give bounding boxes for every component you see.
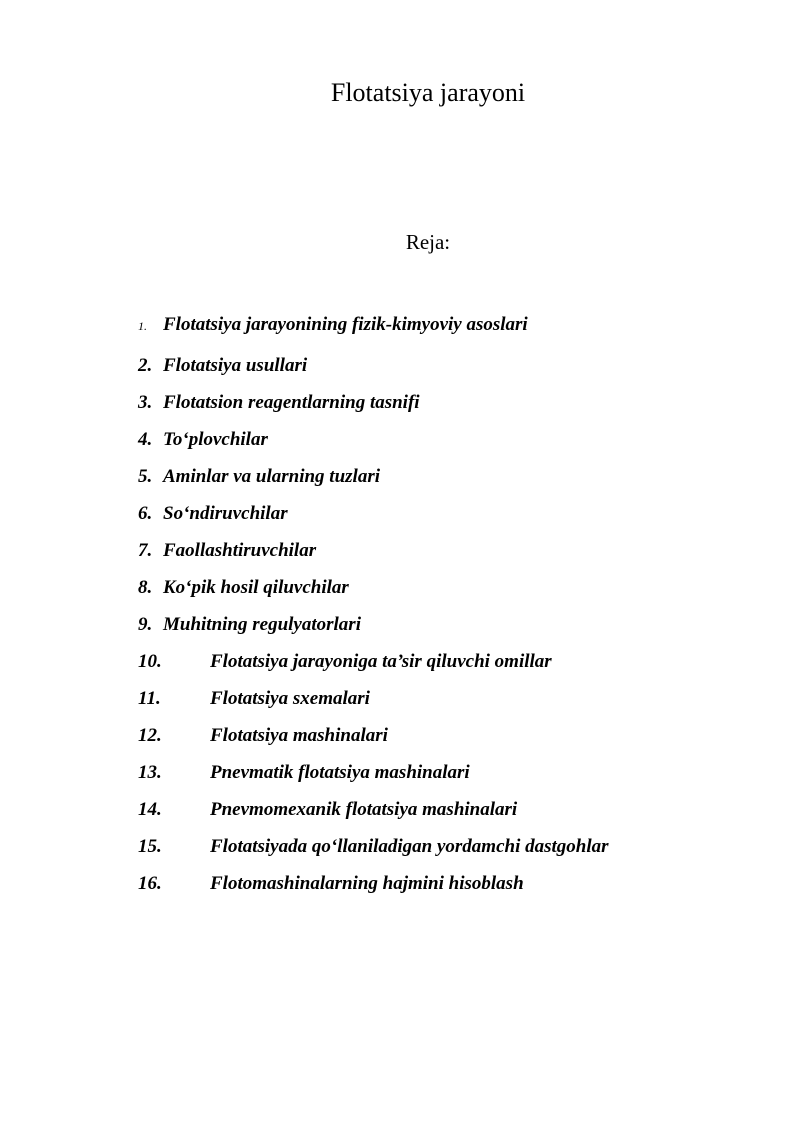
- plan-item-number: 2.: [138, 355, 153, 376]
- plan-item-number: 8.: [138, 577, 153, 598]
- document-title: Flotatsiya jarayoni: [330, 78, 526, 107]
- plan-item: [138, 870, 758, 907]
- plan-item-text: Flotatsion reagentlarning tasnifi: [163, 392, 420, 413]
- plan-item-text: So‘ndiruvchilar: [163, 503, 288, 524]
- plan-item-text: Faollashtiruvchilar: [163, 540, 317, 561]
- plan-item: [138, 759, 758, 796]
- plan-item-text: Flotatsiya jarayonining fizik-kimyoviy asoslari: [163, 314, 528, 335]
- plan-item: [138, 648, 758, 685]
- plan-item-number: 1.: [138, 319, 147, 333]
- plan-item-text: Flotatsiya usullari: [163, 355, 308, 376]
- plan-item: [138, 611, 758, 648]
- plan-list: [138, 311, 758, 907]
- plan-item-number: 3.: [138, 392, 153, 413]
- plan-item: [138, 574, 758, 611]
- plan-item-text: Flotatsiya mashinalari: [210, 725, 388, 746]
- plan-item: [138, 463, 758, 500]
- plan-item: [138, 722, 758, 759]
- plan-item-text: Aminlar va ularning tuzlari: [163, 466, 380, 487]
- plan-item-text: Muhitning regulyatorlari: [163, 614, 361, 635]
- plan-item-text: Pnevmatik flotatsiya mashinalari: [210, 762, 470, 783]
- plan-item-number: 16.: [138, 873, 162, 894]
- plan-item-number: 5.: [138, 466, 153, 487]
- plan-item: [138, 352, 758, 389]
- plan-item: [138, 685, 758, 722]
- plan-item: [138, 389, 758, 426]
- plan-item: [138, 426, 758, 463]
- plan-item: [138, 500, 758, 537]
- plan-item: [138, 311, 758, 352]
- plan-item-number: 13.: [138, 762, 162, 783]
- plan-item-number: 15.: [138, 836, 162, 857]
- plan-item-text: Flotomashinalarning hajmini hisoblash: [210, 873, 524, 894]
- plan-item-number: 6.: [138, 503, 153, 524]
- plan-item-text: Pnevmomexanik flotatsiya mashinalari: [210, 799, 518, 820]
- plan-item: [138, 537, 758, 574]
- plan-item-text: Flotatsiya jarayoniga ta’sir qiluvchi omillar: [210, 651, 552, 672]
- plan-item-number: 10.: [138, 651, 162, 672]
- plan-item-number: 14.: [138, 799, 162, 820]
- plan-heading: Reja:: [405, 230, 451, 254]
- plan-item-text: To‘plovchilar: [163, 429, 268, 450]
- plan-item-number: 9.: [138, 614, 153, 635]
- plan-item-text: Ko‘pik hosil qiluvchilar: [163, 577, 349, 598]
- plan-item-text: Flotatsiya sxemalari: [210, 688, 370, 709]
- plan-item: [138, 833, 758, 870]
- plan-item-text: Flotatsiyada qo‘llaniladigan yordamchi dastgohlar: [210, 836, 609, 857]
- plan-item-number: 11.: [138, 688, 161, 709]
- plan-item-number: 7.: [138, 540, 153, 561]
- plan-item-number: 12.: [138, 725, 162, 746]
- plan-item: [138, 796, 758, 833]
- plan-item-number: 4.: [138, 429, 153, 450]
